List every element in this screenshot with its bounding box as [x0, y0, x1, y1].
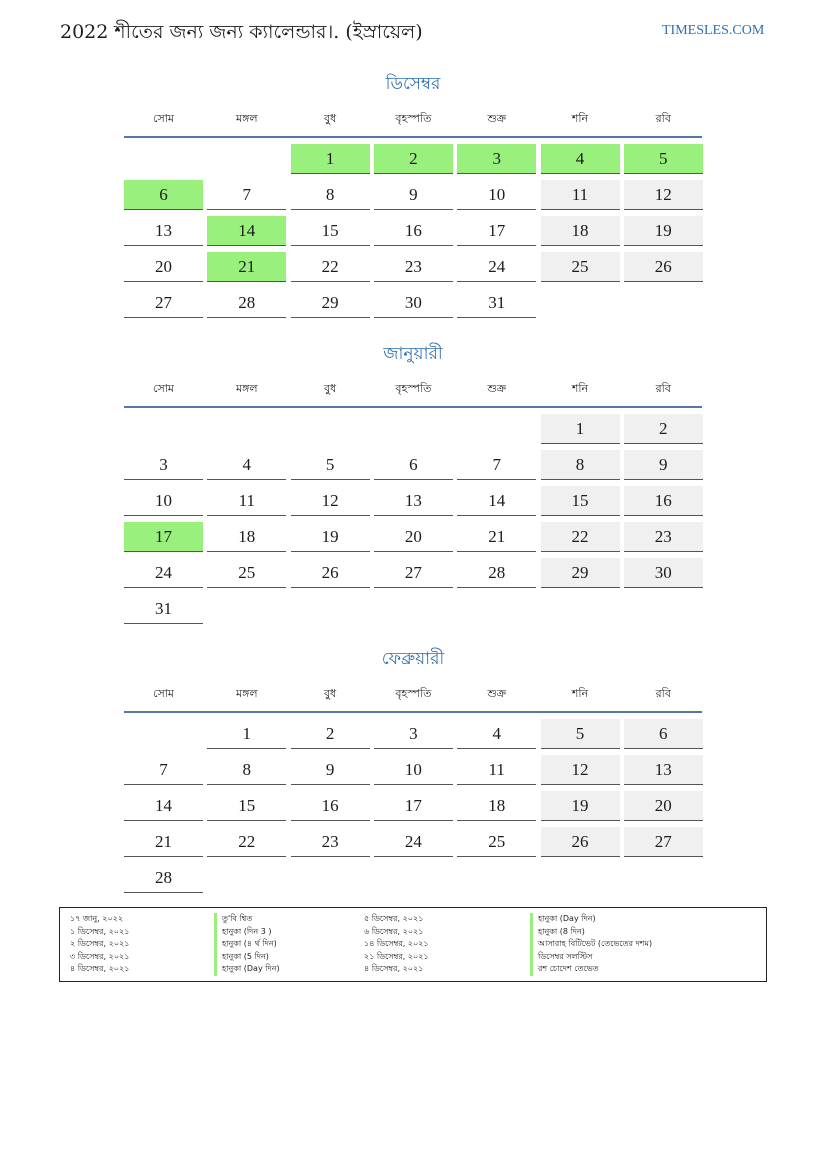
- legend-event: হানুকা (৪ র্থ দিন): [214, 938, 280, 951]
- day-cell[interactable]: 11: [207, 486, 286, 516]
- weekday-label: বৃহস্পতি: [395, 112, 432, 125]
- day-cell[interactable]: 24: [124, 558, 203, 588]
- legend-left-dates: [70, 913, 129, 976]
- legend-right-events: [530, 913, 652, 976]
- day-cell[interactable]: 30: [374, 288, 453, 318]
- page-title: 2022 শীতের জন্য জন্য ক্যালেন্ডার।. (ইস্রায়েল): [60, 21, 423, 43]
- month-title: ফেব্রুয়ারী: [381, 649, 445, 669]
- legend-event: রশ চোদেশ তেভেত: [530, 963, 652, 976]
- day-cell[interactable]: 4: [457, 719, 536, 749]
- legend-event: হানুকা (8 দিন): [530, 926, 652, 939]
- legend-event: হানুকা (Day দিন): [214, 963, 280, 976]
- day-cell[interactable]: 25: [207, 558, 286, 588]
- weekday-label: মঙ্গল: [235, 687, 258, 700]
- day-cell[interactable]: 10: [124, 486, 203, 516]
- weekday-label: সোম: [152, 382, 175, 395]
- weekday-label: বুধ: [323, 687, 337, 700]
- day-cell[interactable]: 30: [624, 558, 703, 588]
- weekday-label: বৃহস্পতি: [395, 382, 432, 395]
- weekday-label: রবি: [655, 112, 671, 125]
- day-cell[interactable]: 9: [624, 450, 703, 480]
- day-cell[interactable]: 1: [541, 414, 620, 444]
- legend-date: ৪ ডিসেম্বর, ২০২১: [364, 964, 424, 973]
- day-cell[interactable]: 14: [457, 486, 536, 516]
- day-cell[interactable]: 20: [624, 791, 703, 821]
- day-cell[interactable]: 24: [457, 252, 536, 282]
- day-cell[interactable]: 7: [207, 180, 286, 210]
- month-title: জানুয়ারী: [383, 344, 443, 364]
- day-cell[interactable]: 16: [374, 216, 453, 246]
- day-cell[interactable]: 27: [374, 558, 453, 588]
- day-cell[interactable]: 11: [541, 180, 620, 210]
- day-cell[interactable]: 1: [207, 719, 286, 749]
- day-cell[interactable]: 5: [541, 719, 620, 749]
- day-cell[interactable]: 27: [124, 288, 203, 318]
- day-cell[interactable]: 15: [291, 216, 370, 246]
- weekday-label: বুধ: [323, 382, 337, 395]
- day-cell[interactable]: 18: [541, 216, 620, 246]
- day-cell[interactable]: 7: [457, 450, 536, 480]
- day-cell[interactable]: 19: [624, 216, 703, 246]
- day-cell[interactable]: 4: [207, 450, 286, 480]
- day-cell[interactable]: 2: [291, 719, 370, 749]
- legend-event: তু'বি শ্বিত: [214, 913, 280, 926]
- weekday-header: [124, 110, 702, 130]
- day-cell[interactable]: 13: [124, 216, 203, 246]
- day-cell[interactable]: 26: [291, 558, 370, 588]
- day-cell[interactable]: 9: [291, 755, 370, 785]
- header-divider: [124, 711, 702, 713]
- weekday-label: রবি: [655, 687, 671, 700]
- day-cell[interactable]: 12: [624, 180, 703, 210]
- day-cell[interactable]: 12: [291, 486, 370, 516]
- day-cell[interactable]: 24: [374, 827, 453, 857]
- weekday-label: শুক্র: [487, 687, 507, 700]
- day-cell[interactable]: 10: [457, 180, 536, 210]
- day-cell[interactable]: 5: [291, 450, 370, 480]
- day-cell[interactable]: 15: [207, 791, 286, 821]
- day-cell[interactable]: 12: [541, 755, 620, 785]
- header-divider: [124, 406, 702, 408]
- day-cell[interactable]: 17: [374, 791, 453, 821]
- legend-date: ২ ডিসেম্বর, ২০২১: [70, 939, 130, 948]
- weekday-label: মঙ্গল: [235, 112, 258, 125]
- day-cell[interactable]: 23: [374, 252, 453, 282]
- day-cell[interactable]: 20: [124, 252, 203, 282]
- weekday-header: [124, 685, 702, 705]
- day-cell[interactable]: 23: [624, 522, 703, 552]
- day-cell[interactable]: 11: [457, 755, 536, 785]
- weekday-label: রবি: [655, 382, 671, 395]
- day-cell[interactable]: 29: [541, 558, 620, 588]
- legend-event: হানুকা (Day দিন): [530, 913, 652, 926]
- day-cell[interactable]: 10: [374, 755, 453, 785]
- day-cell[interactable]: 25: [541, 252, 620, 282]
- holiday-day-cell[interactable]: 3: [457, 144, 536, 174]
- weekday-label: শনি: [571, 112, 589, 125]
- holiday-day-cell[interactable]: 1: [291, 144, 370, 174]
- day-cell[interactable]: 22: [541, 522, 620, 552]
- day-cell[interactable]: 14: [124, 791, 203, 821]
- day-cell[interactable]: 8: [541, 450, 620, 480]
- legend-date: ১৭ জানু, ২০২২: [70, 914, 124, 923]
- weekday-label: শনি: [571, 382, 589, 395]
- legend-event: ডিসেম্বর সলস্টিস: [530, 951, 652, 964]
- month-title: ডিসেম্বর: [385, 74, 441, 94]
- weekday-label: সোম: [152, 687, 175, 700]
- day-cell[interactable]: 20: [374, 522, 453, 552]
- legend-event: হানুকা (5 দিন): [214, 951, 280, 964]
- legend-date: ১ ডিসেম্বর, ২০২১: [70, 926, 130, 936]
- holiday-day-cell[interactable]: 14: [207, 216, 286, 246]
- holiday-legend: [59, 907, 767, 982]
- weekday-label: শনি: [571, 687, 589, 700]
- weekday-label: শুক্র: [487, 112, 507, 125]
- day-cell[interactable]: 13: [624, 755, 703, 785]
- legend-right-dates: [364, 913, 429, 976]
- day-cell[interactable]: 25: [457, 827, 536, 857]
- weekday-label: বৃহস্পতি: [395, 687, 432, 700]
- legend-event: হানুকা (দিন 3 ): [214, 926, 280, 939]
- day-cell[interactable]: 7: [124, 755, 203, 785]
- legend-left-events: [214, 913, 280, 976]
- day-cell[interactable]: 26: [624, 252, 703, 282]
- day-cell[interactable]: 29: [291, 288, 370, 318]
- day-cell[interactable]: 28: [207, 288, 286, 318]
- weekday-label: মঙ্গল: [235, 382, 258, 395]
- weekday-header: [124, 380, 702, 400]
- day-cell[interactable]: 28: [124, 863, 203, 893]
- day-cell[interactable]: 28: [457, 558, 536, 588]
- legend-date: ৩ ডিসেম্বর, ২০২১: [70, 951, 130, 961]
- weekday-label: সোম: [152, 112, 175, 125]
- day-cell[interactable]: 2: [624, 414, 703, 444]
- site-link[interactable]: TIMESLES.COM: [662, 23, 765, 38]
- day-cell[interactable]: 21: [457, 522, 536, 552]
- header-divider: [124, 136, 702, 138]
- day-cell[interactable]: 31: [457, 288, 536, 318]
- day-cell[interactable]: 6: [624, 719, 703, 749]
- day-cell[interactable]: 16: [291, 791, 370, 821]
- legend-date: ১৪ ডিসেম্বর, ২০২১: [364, 939, 429, 948]
- legend-date: ২১ ডিসেম্বর, ২০২১: [364, 951, 429, 961]
- day-cell[interactable]: 19: [291, 522, 370, 552]
- day-cell[interactable]: 19: [541, 791, 620, 821]
- weekday-label: বুধ: [323, 112, 337, 125]
- day-cell[interactable]: 22: [291, 252, 370, 282]
- legend-date: ৬ ডিসেম্বর, ২০২১: [364, 926, 424, 936]
- day-cell[interactable]: 21: [124, 827, 203, 857]
- day-cell[interactable]: 18: [207, 522, 286, 552]
- day-cell[interactable]: 8: [291, 180, 370, 210]
- holiday-day-cell[interactable]: 2: [374, 144, 453, 174]
- day-cell[interactable]: 3: [374, 719, 453, 749]
- day-cell[interactable]: 22: [207, 827, 286, 857]
- day-cell[interactable]: 13: [374, 486, 453, 516]
- legend-date: ৫ ডিসেম্বর, ২০২১: [364, 914, 424, 923]
- holiday-day-cell[interactable]: 21: [207, 252, 286, 282]
- day-cell[interactable]: 23: [291, 827, 370, 857]
- holiday-day-cell[interactable]: 17: [124, 522, 203, 552]
- day-cell[interactable]: 15: [541, 486, 620, 516]
- day-cell[interactable]: 27: [624, 827, 703, 857]
- day-cell[interactable]: 26: [541, 827, 620, 857]
- day-cell[interactable]: 6: [374, 450, 453, 480]
- day-cell[interactable]: 3: [124, 450, 203, 480]
- day-cell[interactable]: 31: [124, 594, 203, 624]
- day-cell[interactable]: 8: [207, 755, 286, 785]
- holiday-day-cell[interactable]: 6: [124, 180, 203, 210]
- day-cell[interactable]: 18: [457, 791, 536, 821]
- day-cell[interactable]: 17: [457, 216, 536, 246]
- day-cell[interactable]: 16: [624, 486, 703, 516]
- holiday-day-cell[interactable]: 5: [624, 144, 703, 174]
- weekday-label: শুক্র: [487, 382, 507, 395]
- legend-date: ৪ ডিসেম্বর, ২০২১: [70, 964, 130, 973]
- legend-event: আসারাহ বিটিভেট (তেভেতের দশম): [530, 938, 652, 951]
- day-cell[interactable]: 9: [374, 180, 453, 210]
- holiday-day-cell[interactable]: 4: [541, 144, 620, 174]
